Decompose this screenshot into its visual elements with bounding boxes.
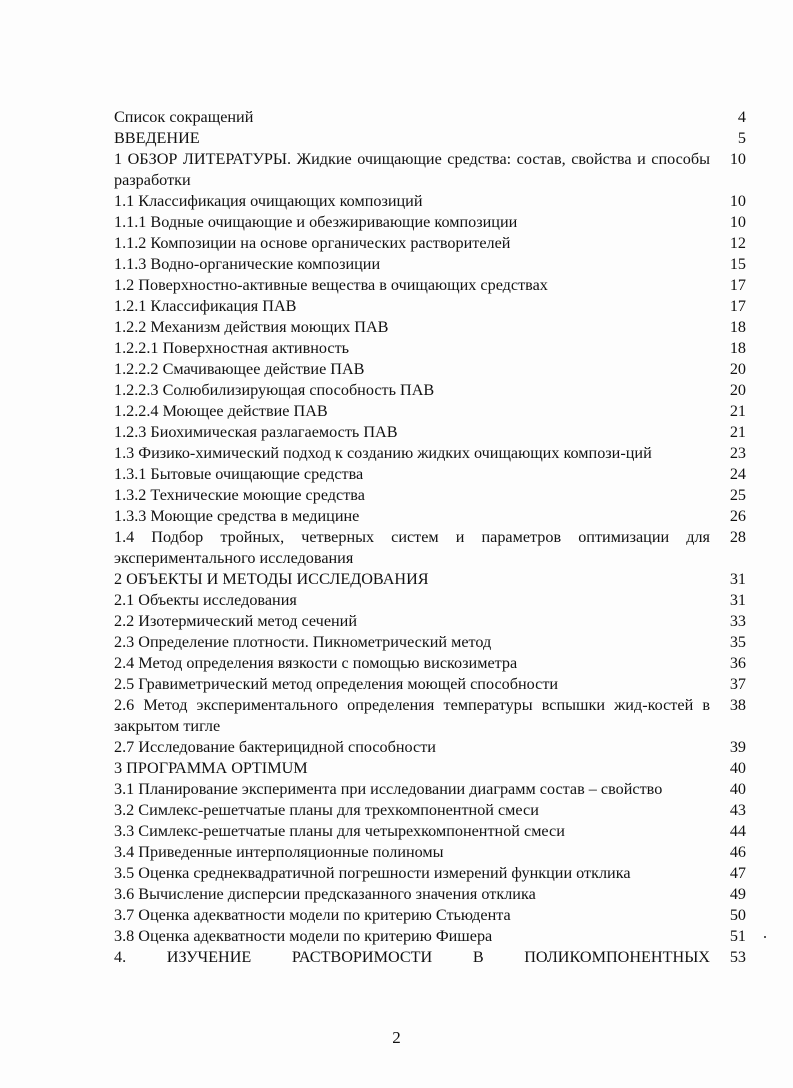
toc-entry-page: 25 xyxy=(729,486,746,504)
toc-entry xyxy=(114,905,746,926)
toc-entry xyxy=(114,338,746,359)
toc-entry-title: 1.1.2 Композиции на основе органических растворителей xyxy=(114,234,511,252)
toc-entry-title: 3.6 Вычисление дисперсии предсказанного значения отклика xyxy=(114,885,536,903)
toc-entry-page: 18 xyxy=(729,318,746,336)
toc-entry-title: 1.2.2.1 Поверхностная активность xyxy=(114,339,350,357)
toc-entry-page: 33 xyxy=(729,612,746,630)
toc-entry xyxy=(114,569,746,590)
toc-entry-title: 4. ИЗУЧЕНИЕ РАСТВОРИМОСТИ В ПОЛИКОМПОНЕНТНЫХ xyxy=(114,948,710,966)
toc-entry xyxy=(114,212,746,233)
toc-entry-title: 1.1 Классификация очищающих композиций xyxy=(114,192,423,210)
toc-entry xyxy=(114,464,746,485)
toc-entry-page: 21 xyxy=(729,402,746,420)
toc-entry xyxy=(114,359,746,380)
toc-entry xyxy=(114,275,746,296)
toc-entry-page: 5 xyxy=(737,129,746,147)
toc-entry-title: 2.1 Объекты исследования xyxy=(114,591,297,609)
toc-entry-page: 20 xyxy=(729,360,746,378)
toc-entry xyxy=(114,695,746,737)
toc-entry-title: 2.4 Метод определения вязкости с помощью вискозиметра xyxy=(114,654,518,672)
toc-entry-page: 38 xyxy=(729,696,746,714)
toc-entry-page: 10 xyxy=(729,213,746,231)
toc-entry xyxy=(114,821,746,842)
toc-entry-page: 35 xyxy=(729,633,746,651)
toc-entry-title: 3.5 Оценка среднеквадратичной погрешности измерений функции отклика xyxy=(114,864,631,882)
toc-entry xyxy=(114,737,746,758)
toc-entry-title: 1.3 Физико-химический подход к созданию жидких очищающих компози-ций xyxy=(114,444,652,462)
toc-entry xyxy=(114,674,746,695)
scan-speck xyxy=(764,936,766,938)
toc-entry xyxy=(114,107,746,128)
page-number: 2 xyxy=(392,1028,401,1047)
toc-entry-title: 1.2.2.2 Смачивающее действие ПАВ xyxy=(114,360,365,378)
toc-entry-page: 39 xyxy=(729,738,746,756)
toc-entry-page: 51 xyxy=(729,927,746,945)
toc-entry xyxy=(114,506,746,527)
toc-entry-title: 3.2 Симлекс-решетчатые планы для трехкомпонентной смеси xyxy=(114,801,539,819)
toc-entry-page: 26 xyxy=(729,507,746,525)
toc-entry-title: 1.2.2 Механизм действия моющих ПАВ xyxy=(114,318,389,336)
toc-entry-page: 20 xyxy=(729,381,746,399)
toc-entry-title: 3 ПРОГРАММА OPTIMUM xyxy=(114,759,308,777)
toc-entry xyxy=(114,422,746,443)
toc-entry-title: 1.2.1 Классификация ПАВ xyxy=(114,297,297,315)
toc-entry-page: 21 xyxy=(729,423,746,441)
toc-entry-title: 1.2.3 Биохимическая разлагаемость ПАВ xyxy=(114,423,398,441)
toc-entry-title: 2.5 Гравиметрический метод определения моющей способности xyxy=(114,675,559,693)
toc-entry-page: 24 xyxy=(729,465,746,483)
toc-entry xyxy=(114,149,746,191)
toc-entry xyxy=(114,296,746,317)
toc-entry-title: Список сокращений xyxy=(114,108,254,126)
toc-entry xyxy=(114,401,746,422)
toc-entry-title: 3.7 Оценка адекватности модели по критерию Стьюдента xyxy=(114,906,511,924)
toc-entry-title: 1.2.2.3 Солюбилизирующая способность ПАВ xyxy=(114,381,435,399)
toc-entry xyxy=(114,632,746,653)
toc-entry xyxy=(114,317,746,338)
toc-entry-page: 36 xyxy=(729,654,746,672)
toc-entry-title: 1.1.1 Водные очищающие и обезжиривающие композиции xyxy=(114,213,518,231)
toc-entry-title: ВВЕДЕНИЕ xyxy=(114,129,200,147)
toc-entry-page: 31 xyxy=(729,591,746,609)
toc-entry-page: 18 xyxy=(729,339,746,357)
toc-entry-title: 3.4 Приведенные интерполяционные полиномы xyxy=(114,843,444,861)
toc-entry-page: 44 xyxy=(729,822,746,840)
toc-entry-title: 2.7 Исследование бактерицидной способности xyxy=(114,738,436,756)
toc-entry-page: 4 xyxy=(737,108,746,126)
toc-entry-page: 15 xyxy=(729,255,746,273)
toc-entry xyxy=(114,380,746,401)
toc-entry-page: 49 xyxy=(729,885,746,903)
toc-entry-page: 40 xyxy=(729,759,746,777)
toc-entry-page: 12 xyxy=(729,234,746,252)
toc-entry-title: 1 ОБЗОР ЛИТЕРАТУРЫ. Жидкие очищающие средства: состав, свойства и способы разработки xyxy=(114,150,710,189)
toc-entry xyxy=(114,653,746,674)
toc-entry-title: 1.2.2.4 Моющее действие ПАВ xyxy=(114,402,328,420)
toc-entry-title: 3.1 Планирование эксперимента при исследовании диаграмм состав – свойство xyxy=(114,780,663,798)
toc-entry-page: 17 xyxy=(729,276,746,294)
toc-entry xyxy=(114,779,746,800)
table-of-contents xyxy=(114,107,746,968)
toc-entry-title: 2.6 Метод экспериментального определения температуры вспышки жид-костей в закрытом тигле xyxy=(114,696,710,735)
toc-entry xyxy=(114,590,746,611)
toc-entry xyxy=(114,233,746,254)
toc-entry xyxy=(114,485,746,506)
toc-entry-page: 31 xyxy=(729,570,746,588)
toc-entry-page: 17 xyxy=(729,297,746,315)
toc-entry-page: 40 xyxy=(729,780,746,798)
toc-entry-title: 3.8 Оценка адекватности модели по критерию Фишера xyxy=(114,927,493,945)
toc-entry-title: 2.3 Определение плотности. Пикнометрический метод xyxy=(114,633,492,651)
toc-entry-title: 1.3.1 Бытовые очищающие средства xyxy=(114,465,364,483)
toc-entry xyxy=(114,611,746,632)
toc-entry xyxy=(114,926,746,947)
toc-entry xyxy=(114,254,746,275)
toc-entry-title: 1.4 Подбор тройных, четверных систем и параметров оптимизации для экспериментального исследования xyxy=(114,528,710,567)
toc-entry-title: 1.2 Поверхностно-активные вещества в очищающих средствах xyxy=(114,276,548,294)
toc-entry-page: 50 xyxy=(729,906,746,924)
toc-entry xyxy=(114,191,746,212)
toc-entry-page: 43 xyxy=(729,801,746,819)
toc-entry-page: 47 xyxy=(729,864,746,882)
toc-entry-page: 10 xyxy=(729,150,746,168)
toc-entry xyxy=(114,758,746,779)
toc-entry xyxy=(114,842,746,863)
toc-entry xyxy=(114,443,746,464)
toc-entry xyxy=(114,884,746,905)
toc-entry-title: 1.3.2 Технические моющие средства xyxy=(114,486,365,504)
toc-entry-title: 2.2 Изотермический метод сечений xyxy=(114,612,357,630)
toc-entry-title: 1.3.3 Моющие средства в медицине xyxy=(114,507,360,525)
toc-entry xyxy=(114,527,746,569)
toc-entry-page: 28 xyxy=(729,528,746,546)
toc-entry xyxy=(114,863,746,884)
toc-entry-page: 37 xyxy=(729,675,746,693)
toc-entry-page: 46 xyxy=(729,843,746,861)
toc-entry xyxy=(114,128,746,149)
toc-entry-page: 53 xyxy=(729,948,746,966)
toc-entry-title: 3.3 Симлекс-решетчатые планы для четырехкомпонентной смеси xyxy=(114,822,565,840)
toc-entry-page: 10 xyxy=(729,192,746,210)
toc-entry xyxy=(114,800,746,821)
toc-entry-title: 1.1.3 Водно-органические композиции xyxy=(114,255,381,273)
toc-entry xyxy=(114,947,746,968)
toc-entry-title: 2 ОБЪЕКТЫ И МЕТОДЫ ИССЛЕДОВАНИЯ xyxy=(114,570,429,588)
toc-entry-page: 23 xyxy=(729,444,746,462)
